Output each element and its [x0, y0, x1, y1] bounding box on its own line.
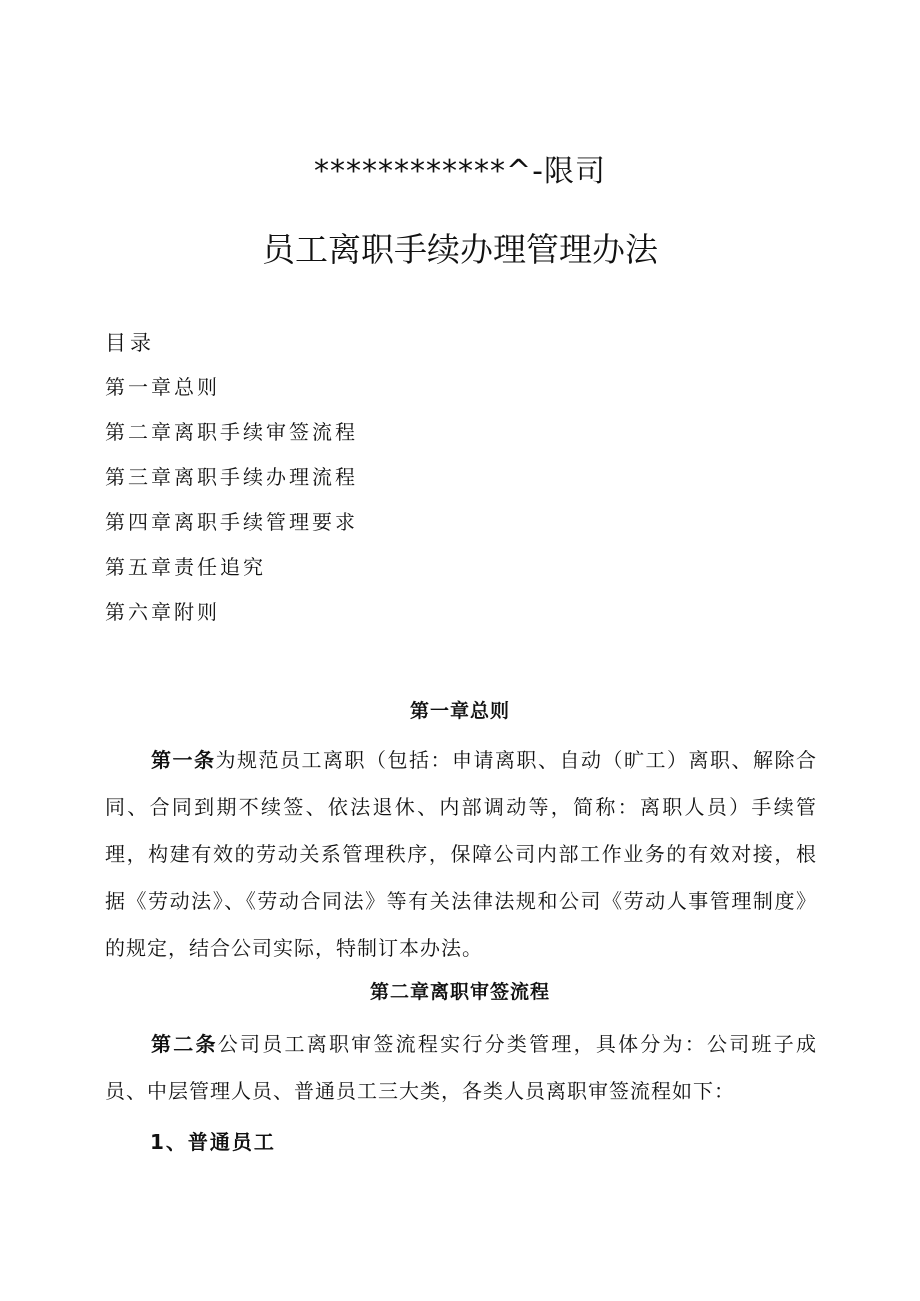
article-2-label: 第二条 [151, 1032, 218, 1056]
toc-item: 第五章责任追究 [105, 555, 266, 579]
article-2-text: 公司员工离职审签流程实行分类管理，具体分为：公司班子成员、中层管理人员、普通员工三大类，各类人员离职审签流程如下： [105, 1032, 818, 1103]
toc-item: 第三章离职手续办理流程 [105, 465, 358, 489]
toc-item: 第四章离职手续管理要求 [105, 510, 358, 534]
list-item-ordinary-staff: 1、普通员工 [150, 1130, 276, 1154]
chapter-1-heading: 第一章总则 [409, 700, 510, 722]
document-title: 员工离职手续办理管理办法 [262, 230, 658, 269]
article-1-text: 为规范员工离职（包括：申请离职、自动（旷工）离职、解除合同、合同到期不续签、依法退休、内部调动等，简称：离职人员）手续管理，构建有效的劳动关系管理秩序，保障公司内部工作业务的有效对接，根据《劳动法》、《劳动合同法》等有关法律法规和公司《劳动人事管理制度》的规定，结合公司实际，特制订本办法。 [105, 748, 817, 960]
article-2 [105, 1021, 817, 1115]
toc-item: 第一章总则 [105, 375, 220, 399]
toc-item: 第六章附则 [105, 600, 220, 624]
article-1-label: 第一条 [151, 748, 216, 772]
company-name: ************^-限司 [314, 154, 606, 189]
toc-list [105, 372, 358, 642]
toc-item: 第二章离职手续审签流程 [105, 420, 358, 444]
toc-heading: 目录 [105, 331, 155, 355]
article-1 [105, 737, 817, 972]
chapter-2-heading: 第二章离职审签流程 [369, 981, 550, 1003]
